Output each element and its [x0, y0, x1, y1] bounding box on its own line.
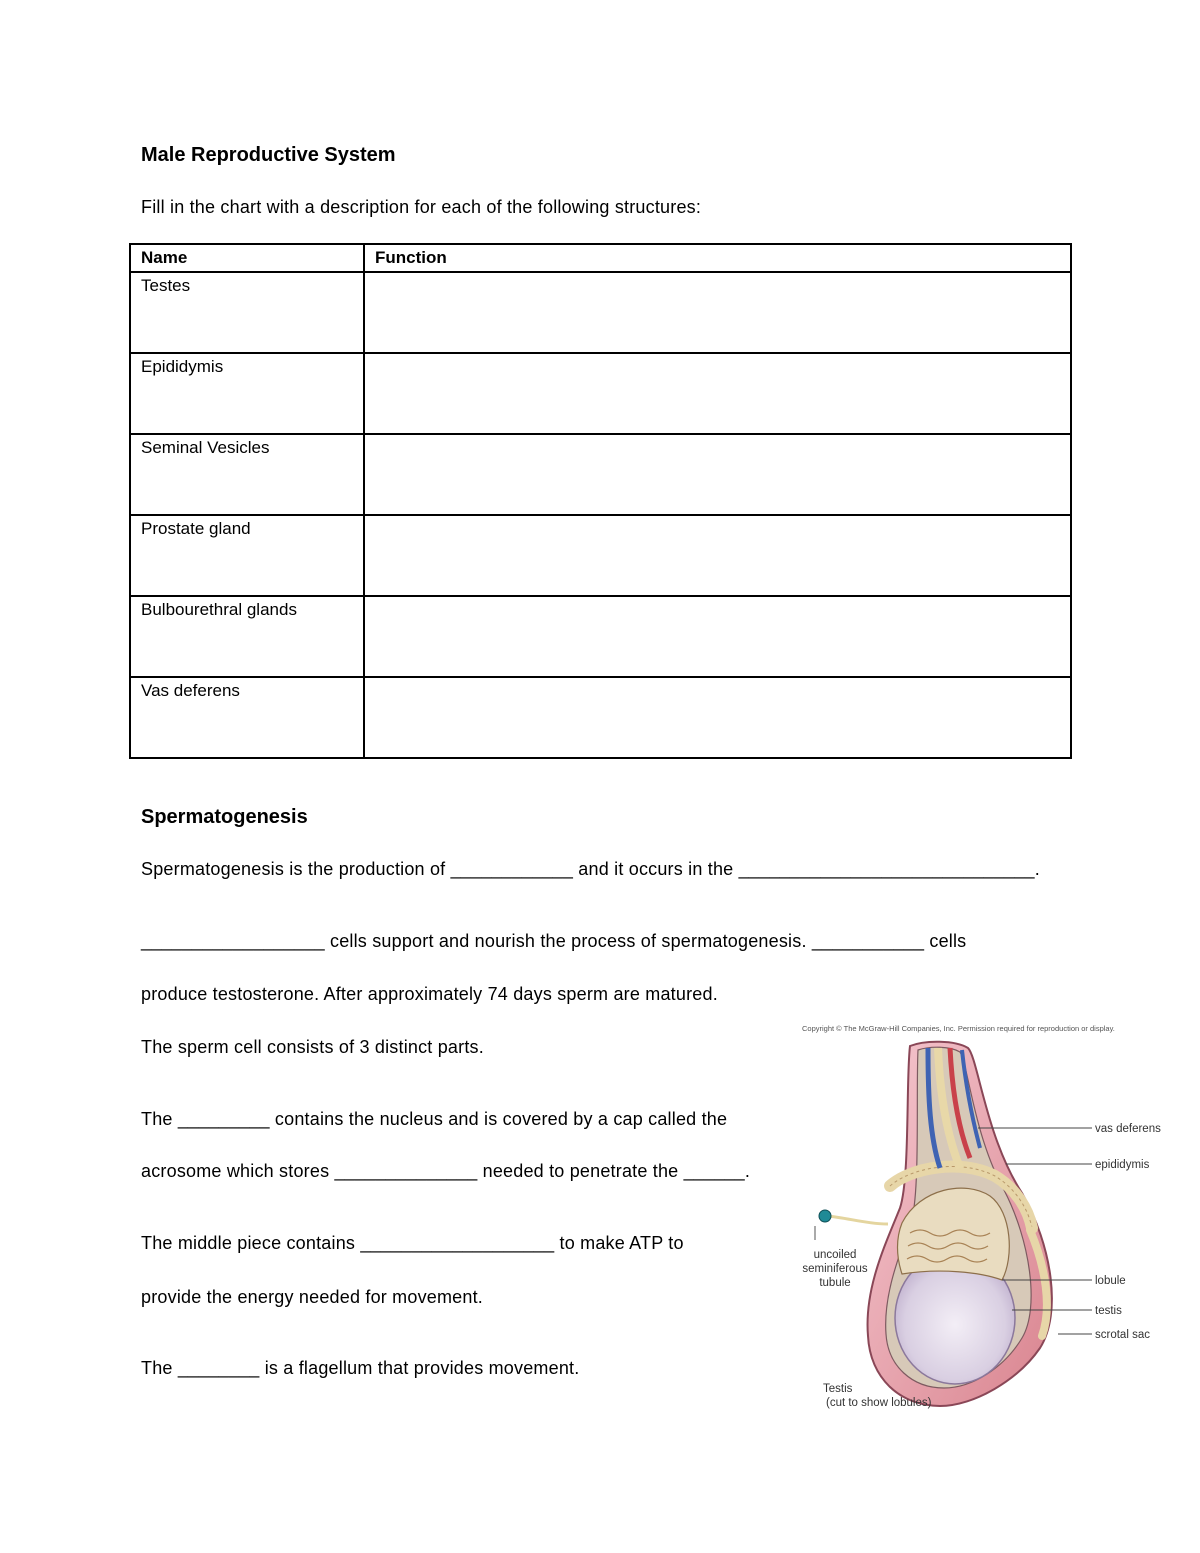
label-vas-deferens: vas deferens — [1095, 1123, 1161, 1135]
label-lobule: lobule — [1095, 1275, 1126, 1287]
section-title-reproductive: Male Reproductive System — [141, 144, 396, 166]
paragraph-head-line1: The _________ contains the nucleus and is covered by a cap called the — [141, 1109, 728, 1129]
figure-caption-subtitle: (cut to show lobules) — [826, 1397, 932, 1409]
copyright-notice: Copyright © The McGraw-Hill Companies, Inc. Permission required for reproduction or display. — [802, 1024, 1115, 1033]
label-scrotal-sac: scrotal sac — [1095, 1329, 1150, 1341]
paragraph-head-line2: acrosome which stores ______________ needed to penetrate the ______. — [141, 1161, 751, 1181]
paragraph-middle-line1: The middle piece contains ___________________ to make ATP to — [141, 1233, 684, 1253]
testis-illustration — [815, 1042, 1052, 1406]
row-name: Seminal Vesicles — [130, 434, 364, 515]
row-function-cell[interactable] — [364, 272, 1071, 353]
row-function-cell[interactable] — [364, 515, 1071, 596]
row-name: Epididymis — [130, 353, 364, 434]
table-row — [130, 596, 1071, 677]
table-header-row — [130, 244, 1071, 272]
paragraph-support-cells: __________________ cells support and nourish the process of spermatogenesis. ___________ cells — [141, 931, 967, 951]
label-seminiferous: seminiferous — [802, 1263, 868, 1275]
table-row — [130, 353, 1071, 434]
row-name: Prostate gland — [130, 515, 364, 596]
paragraph-three-parts: The sperm cell consists of 3 distinct parts. — [141, 1037, 484, 1057]
testis-diagram — [790, 1018, 1180, 1418]
row-function-cell[interactable] — [364, 353, 1071, 434]
paragraph-tail: The ________ is a flagellum that provides movement. — [141, 1358, 580, 1378]
table-row — [130, 515, 1071, 596]
section-title-spermatogenesis: Spermatogenesis — [141, 806, 308, 828]
label-testis: testis — [1095, 1305, 1122, 1317]
label-epididymis: epididymis — [1095, 1159, 1150, 1171]
table-row — [130, 434, 1071, 515]
row-name: Vas deferens — [130, 677, 364, 758]
paragraph-production: Spermatogenesis is the production of ____________ and it occurs in the _____________________________. — [141, 859, 1040, 879]
header-function: Function — [364, 244, 1071, 272]
label-uncoiled: uncoiled — [813, 1249, 857, 1261]
row-name: Bulbourethral glands — [130, 596, 364, 677]
row-name: Testes — [130, 272, 364, 353]
table-row — [130, 677, 1071, 758]
row-function-cell[interactable] — [364, 596, 1071, 677]
paragraph-middle-line2: provide the energy needed for movement. — [141, 1287, 484, 1307]
figure-caption-title: Testis — [823, 1383, 853, 1395]
chart-instructions: Fill in the chart with a description for each of the following structures: — [141, 197, 702, 217]
paragraph-testosterone: produce testosterone. After approximately 74 days sperm are matured. — [141, 984, 718, 1004]
header-name: Name — [130, 244, 364, 272]
row-function-cell[interactable] — [364, 677, 1071, 758]
row-function-cell[interactable] — [364, 434, 1071, 515]
label-tubule: tubule — [819, 1277, 851, 1289]
structures-table — [129, 243, 1072, 759]
table-row — [130, 272, 1071, 353]
